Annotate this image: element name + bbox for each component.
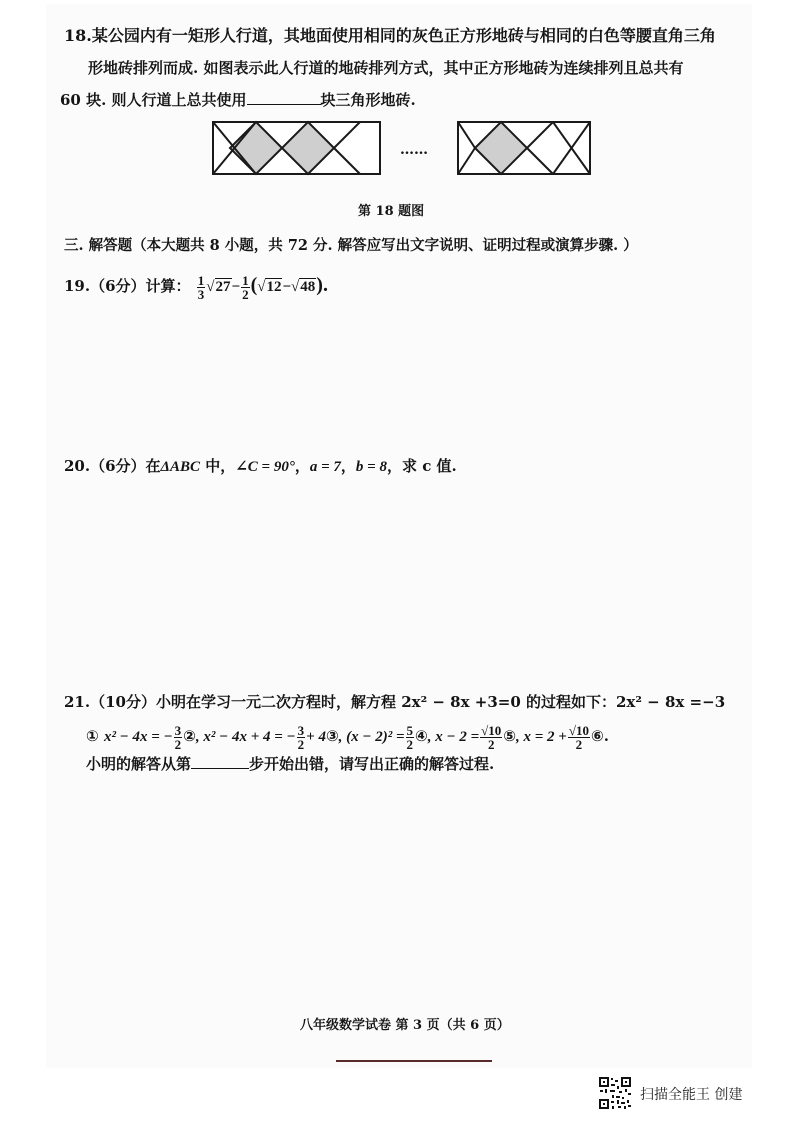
sqrt-icon: √ <box>206 279 215 295</box>
q21-step5-mark: ⑤ <box>503 727 516 745</box>
q21-eq3-plus4: + 4 <box>306 729 326 745</box>
q21-line3-a: 小明的解答从第 <box>86 755 192 773</box>
q19-frac2-num: 1 <box>242 272 249 288</box>
q21-period: . <box>603 727 609 745</box>
q18-answer-blank <box>247 88 321 105</box>
q19-frac-one-half <box>241 274 250 301</box>
q19-minus2: − <box>282 279 292 295</box>
sqrt-icon: √ <box>291 279 300 295</box>
q21-line1: 21.（10分）小明在学习一元二次方程时，解方程 2x² − 8x +3=0 的过程如下：2x² − 8x =−3 <box>64 693 726 711</box>
q21-answer-blank <box>191 752 249 769</box>
q21-line2 <box>86 722 609 751</box>
q20-label: 20.（6分）在 <box>64 457 161 475</box>
q21-frac-a-den: 2 <box>174 736 182 752</box>
q21-frac-b-den: 2 <box>297 736 305 752</box>
sqrt-icon: √ <box>257 279 266 295</box>
q19-root3: 48 <box>300 279 316 295</box>
q18-line3-b: 块三角形地砖. <box>320 91 416 109</box>
q18-line3-a: 60 块. 则人行道上总共使用 <box>60 91 247 109</box>
bottom-rule <box>336 1060 492 1062</box>
q20-mid3: ， <box>340 457 356 475</box>
q18-line2: 形地砖排列而成. 如图表示此人行道的地砖排列方式，其中正方形地砖为连续排列且总共有 <box>88 59 684 77</box>
q21-frac-3-2-a <box>174 724 183 751</box>
q21-frac-5-2 <box>406 724 415 751</box>
q21-frac-c-num: 5 <box>406 722 414 738</box>
q18-ellipsis: …… <box>400 142 428 158</box>
q21-eq5: , x − 2 = <box>427 729 480 745</box>
q19-minus: − <box>231 279 241 295</box>
q21-step3-mark: ③ <box>325 727 339 745</box>
q19-line <box>64 272 328 301</box>
section3-title: 三. 解答题（本大题共 8 小题，共 72 分. 解答应写出文字说明、证明过程或演算步骤. ） <box>64 237 638 254</box>
page-footer: 八年级数学试卷 第 3 页（共 6 页） <box>300 1018 510 1033</box>
q21-eq4: , (x − 2)² = <box>338 729 405 745</box>
q19-root1: 27 <box>215 279 231 295</box>
qr-code-icon <box>598 1076 632 1110</box>
q20-triangle: ΔABC <box>160 459 200 475</box>
q21-eq2: x² − 4x = − <box>103 729 173 745</box>
q19-frac2-den: 2 <box>242 286 249 302</box>
q19-frac1-num: 1 <box>197 272 205 288</box>
q21-step1-mark: ① <box>86 727 99 745</box>
q20-mid1: 中， <box>199 457 236 475</box>
q20-angle: ∠C = 90° <box>235 459 295 475</box>
q21-frac-e-num: √10 <box>568 722 589 738</box>
q19-root2: 12 <box>266 279 282 295</box>
q20-line <box>64 456 457 477</box>
q19-paren-open: ( <box>250 274 258 296</box>
q18-figure-caption: 第 18 题图 <box>358 204 425 219</box>
q21-step4-mark: ④ <box>415 727 428 745</box>
q20-mid2: ， <box>294 457 310 475</box>
q19-sqrt3 <box>291 278 316 295</box>
q21-line3 <box>86 752 494 774</box>
q19-sqrt2 <box>257 278 282 295</box>
q18-line1: 18.某公园内有一矩形人行道，其地面使用相同的灰色正方形地砖与相同的白色等腰直角三角 <box>64 26 716 45</box>
q21-line3-b: 步开始出错，请写出正确的解答过程. <box>249 755 495 773</box>
q20-end: ，求 c 值. <box>386 457 457 475</box>
tile-strip-left <box>213 122 380 174</box>
q21-frac-c-den: 2 <box>406 736 414 752</box>
q21-frac-d-den: 2 <box>487 736 495 752</box>
q21-frac-e-den: 2 <box>575 736 583 752</box>
q21-frac-sqrt10-2-a <box>480 724 502 751</box>
q21-eq6: , x = 2 + <box>515 729 567 745</box>
q18-line3 <box>60 88 416 110</box>
q21-frac-3-2-b <box>297 724 306 751</box>
q21-eq3: , x² − 4x + 4 = − <box>195 729 296 745</box>
scanner-watermark-label: 扫描全能王 创建 <box>640 1087 743 1103</box>
q20-b-value: b = 8 <box>355 459 387 475</box>
q21-frac-d-num: √10 <box>481 722 502 738</box>
q21-frac-b-num: 3 <box>297 722 305 738</box>
q19-paren-close: ). <box>316 274 328 296</box>
tile-strip-right <box>458 122 590 174</box>
q19-sqrt1 <box>206 278 231 295</box>
q19-frac-one-third <box>197 274 206 301</box>
q21-frac-a-num: 3 <box>174 722 182 738</box>
q21-frac-sqrt10-2-b <box>568 724 590 751</box>
q21-step6-mark: ⑥ <box>590 727 604 745</box>
q19-frac1-den: 3 <box>197 286 205 302</box>
q20-a-value: a = 7 <box>309 459 341 475</box>
q19-label: 19.（6分）计算： <box>64 277 191 295</box>
q21-step2-mark: ② <box>183 727 196 745</box>
